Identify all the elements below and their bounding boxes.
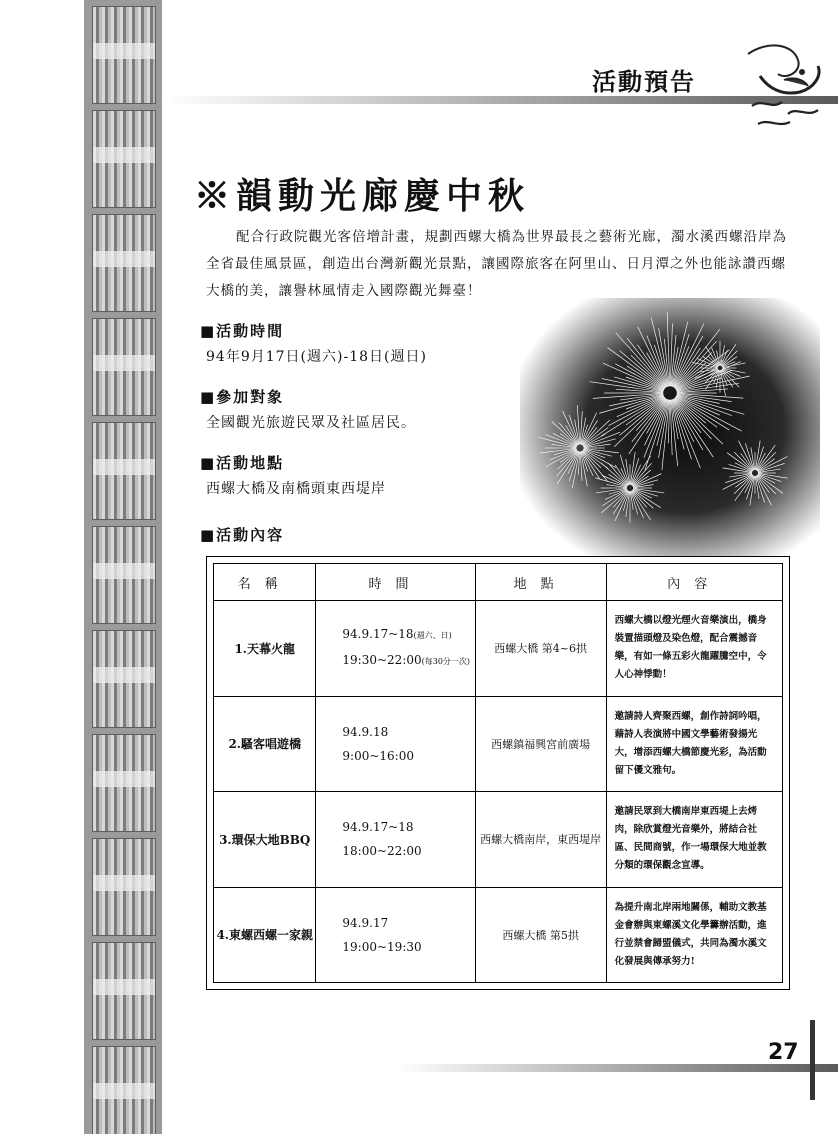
activity-content: 為提升南北岸兩地關係，輔助文教基金會辦與東螺溪文化學籌辦活動，進行並禁會歸盟儀式，共同為濁水溪文化發展與傳承努力! [606,887,782,983]
time-line: 94.9.18 [342,724,389,739]
fireworks-image [520,298,820,556]
intro-line: 也能詠讚西螺大橋的美，讓譽林風情走入國際觀光舞臺！ [206,256,786,299]
bridge-photo-tile [92,526,156,624]
time-note: (週六、日) [413,631,452,641]
bridge-photo-tile [92,318,156,416]
decorative-photo-strip [84,0,162,1134]
activity-place: 西螺大橋 第5拱 [475,887,606,983]
activity-name: 3.環保大地BBQ [214,792,316,888]
activity-time [316,601,475,697]
activity-name: 1.天幕火龍 [214,601,316,697]
bridge-photo-tile [92,942,156,1040]
intro-line: 沿岸為全省最佳風景區，創造出台灣新觀光景點，讓國際旅客在阿里山、日月潭之外 [206,229,787,272]
bridge-photo-tile [92,110,156,208]
intro-paragraph [206,224,792,305]
time-line: 94.9.17~18 [342,820,414,835]
column-header: 地點 [475,564,606,601]
location-heading: ■活動地點 [200,454,285,472]
foundation-logo [738,36,828,136]
article-title: ※韻動光廊慶中秋 [194,175,531,217]
time-line: 19:00~19:30 [342,939,422,954]
activity-place: 西螺鎮福興宮前廣場 [475,696,606,792]
event-time-text: 94年9月17日(週六)-18日(週日) [206,349,427,365]
column-header: 內容 [606,564,782,601]
time-line: 94.9.17 [342,915,389,930]
bridge-photo-tile [92,6,156,104]
activity-table [213,563,783,983]
table-row [214,696,783,792]
audience-text: 全國觀光旅遊民眾及社區居民。 [206,415,416,431]
bridge-photo-tile [92,422,156,520]
activity-time [316,792,475,888]
column-header: 時間 [316,564,475,601]
bridge-photo-tile [92,838,156,936]
bridge-photo-tile [92,630,156,728]
bridge-photo-tile [92,1046,156,1134]
section-title: 活動預告 [592,67,696,96]
footer-gradient-band [396,1064,838,1072]
column-header: 名稱 [214,564,316,601]
time-line: 94.9.17~18 [342,627,414,642]
audience-heading: ■參加對象 [200,388,285,406]
table-row [214,601,783,697]
table-header-row [214,564,783,601]
time-line: 19:30~22:00 [342,653,422,668]
time-note: (每30分一次) [421,657,471,667]
intro-line: 配合行政院觀光客倍增計畫，規劃西螺大橋為世界最長之藝術光廊，濁水溪西螺 [236,229,744,245]
activity-place: 西螺大橋 第4~6拱 [475,601,606,697]
activity-name: 4.東螺西螺一家親 [214,887,316,983]
time-line: 9:00~16:00 [342,748,414,763]
table-row [214,792,783,888]
activity-time [316,887,475,983]
page-number: 27 [768,1040,799,1065]
location-text: 西螺大橋及南橋頭東西堤岸 [206,481,386,497]
activity-name: 2.騷客唱遊橋 [214,696,316,792]
time-line: 18:00~22:00 [342,844,422,859]
event-time-heading: ■活動時間 [200,322,285,340]
activity-content: 西螺大橋以燈光煙火音樂演出，橋身裝置描頭燈及染色燈，配合震撼音樂，有如一條五彩火龍躍騰空中，令人心神悸動！ [606,601,782,697]
activity-place: 西螺大橋南岸，東西堤岸 [475,792,606,888]
content-heading: ■活動內容 [200,526,285,544]
table-row [214,887,783,983]
activity-time [316,696,475,792]
footer-vertical-bar [810,1020,815,1100]
activity-content: 邀請詩人齊聚西螺，創作詩詞吟唱，藉詩人表演將中國文學藝術發揚光大，增添西螺大橋節慶光彩，為活動留下優文雅句。 [606,696,782,792]
bridge-photo-tile [92,214,156,312]
bridge-photo-tile [92,734,156,832]
activity-content: 邀請民眾到大橋南岸東西堤上去烤肉，除欣賞燈光音樂外，將結合社區、民間商號，作一場環保大地並教分類的環保觀念宣導。 [606,792,782,888]
